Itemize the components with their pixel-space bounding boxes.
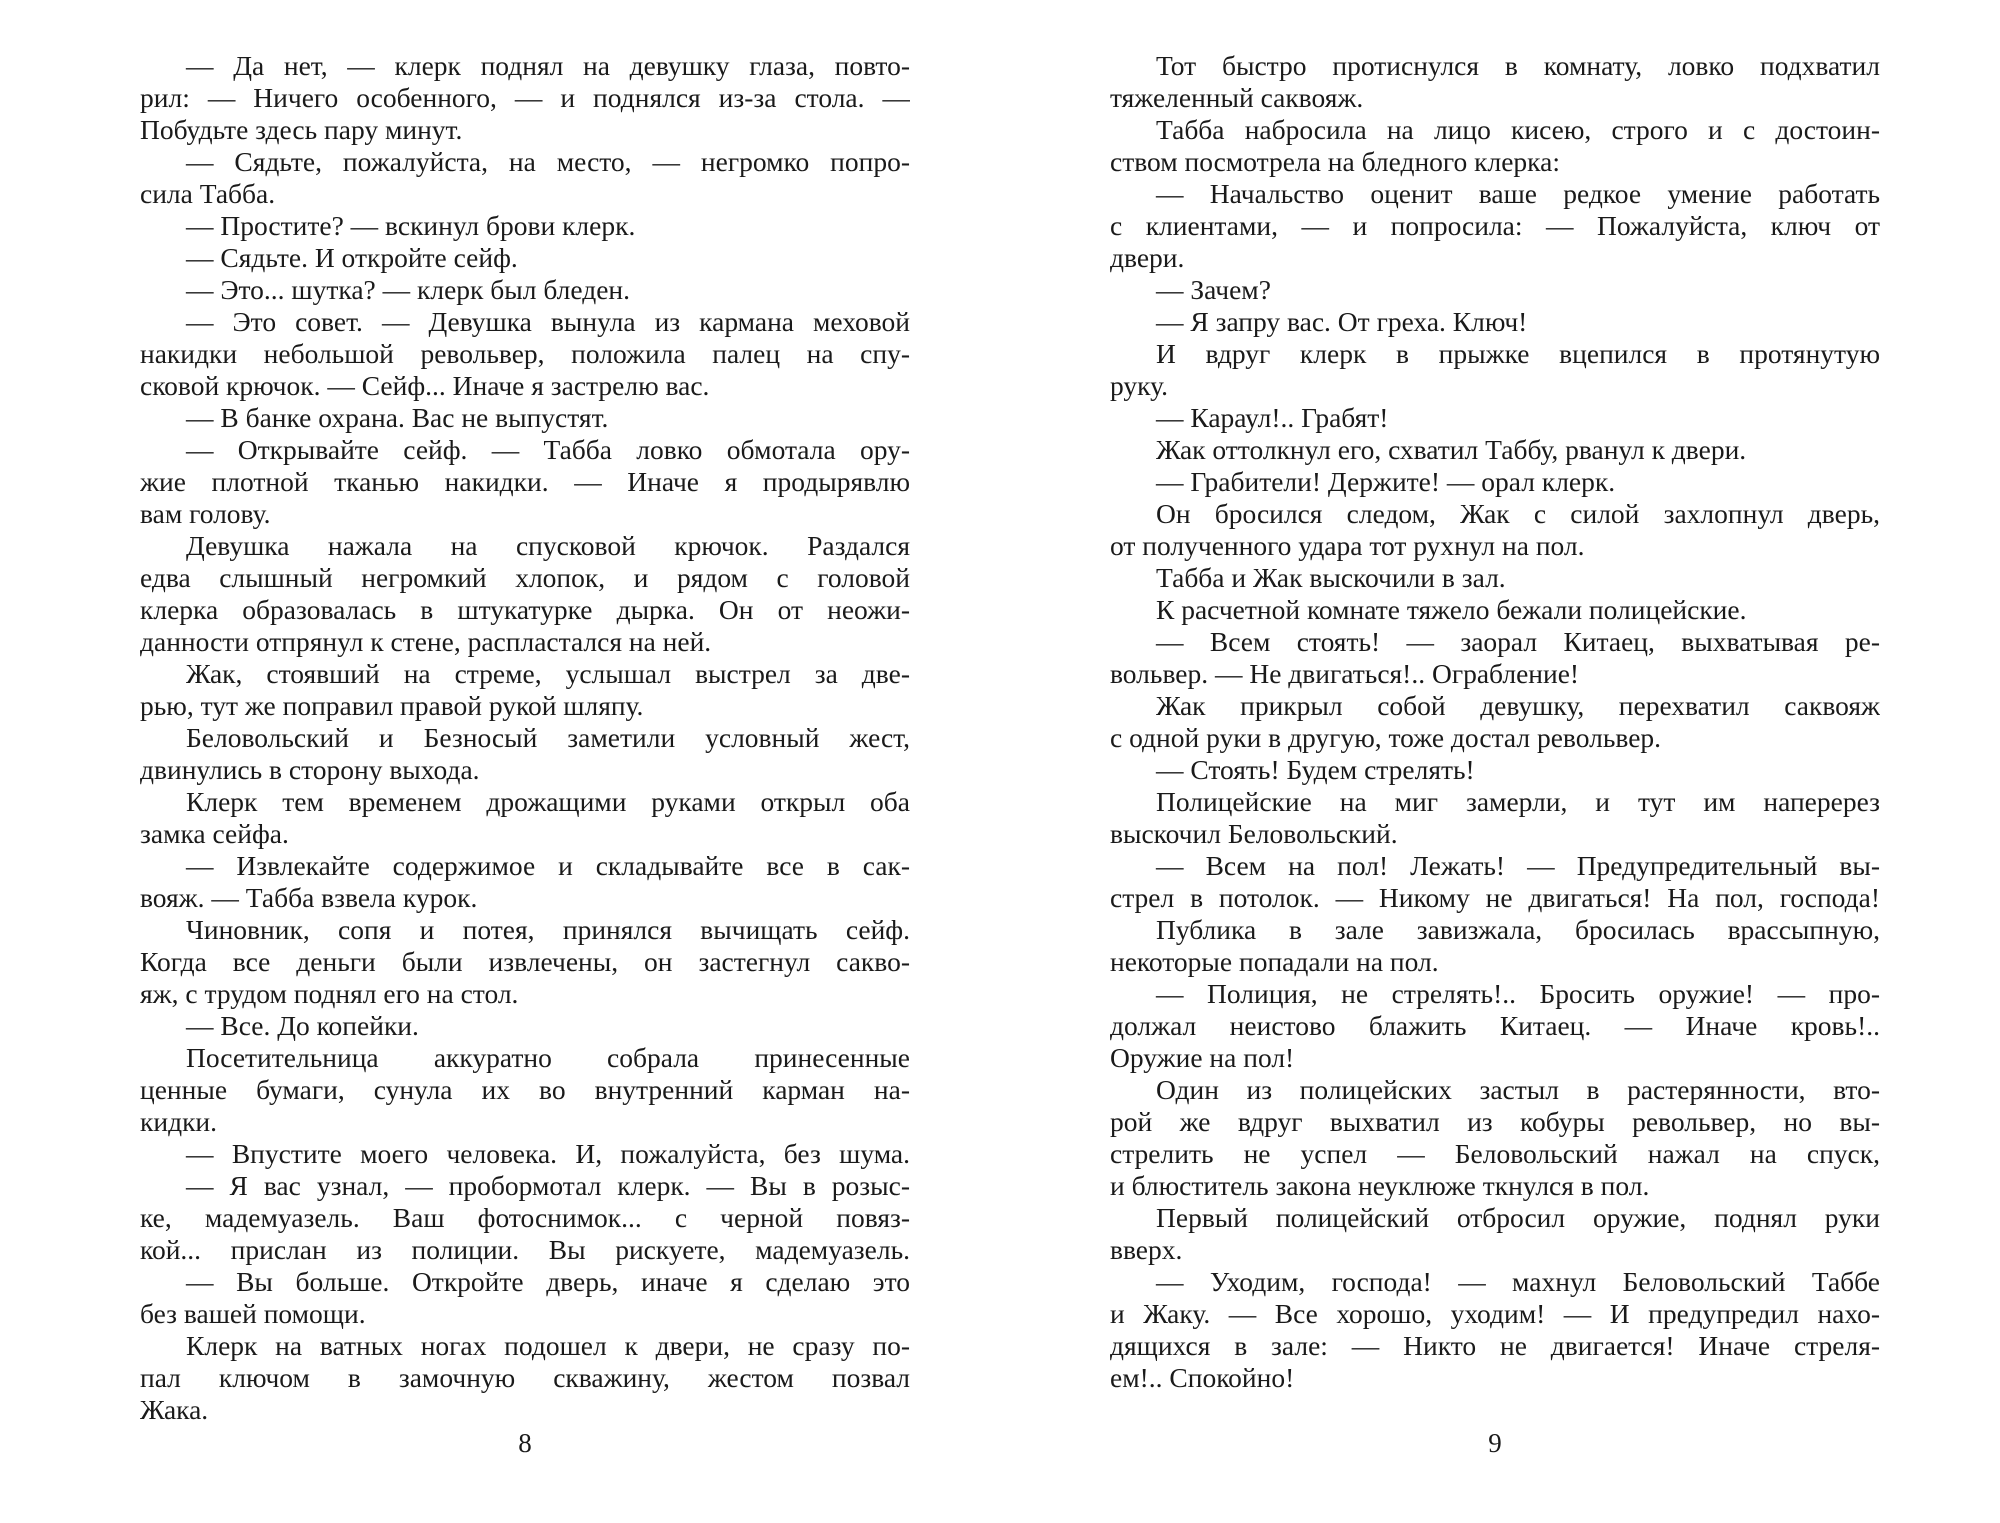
text-line: вольвер. — Не двигаться!.. Ограбление! — [1110, 658, 1580, 689]
text-line: сковой крючок. — Сейф... Иначе я застрелю вас. — [140, 370, 710, 401]
text-line: пал ключом в замочную скважину, жестом позвал — [140, 1362, 910, 1393]
text-line: кидки. — [140, 1106, 218, 1137]
text-line: — Открывайте сейф. — Табба ловко обмотала ору- — [186, 434, 910, 465]
text-line: вам голову. — [140, 498, 271, 529]
text-line: ке, мадемуазель. Ваш фотоснимок... с черной повяз- — [140, 1202, 910, 1233]
text-line: Клерк тем временем дрожащими руками открыл оба — [186, 786, 910, 817]
text-line: — Грабители! Держите! — орал клерк. — [1156, 466, 1616, 497]
text-line: руку. — [1110, 370, 1168, 401]
text-line: клерка образовалась в штукатурке дырка. Он от неожи- — [140, 594, 910, 625]
text-line: кой... прислан из полиции. Вы рискуете, мадемуазель. — [140, 1234, 910, 1265]
text-line: и Жаку. — Все хорошо, уходим! — И предупредил нахо- — [1110, 1298, 1880, 1329]
left-page — [140, 50, 910, 1458]
text-line: Оружие на пол! — [1110, 1042, 1295, 1073]
text-line: с клиентами, — и попросила: — Пожалуйста, ключ от — [1110, 210, 1880, 241]
text-line: Табба набросила на лицо кисею, строго и с достоин- — [1156, 114, 1880, 145]
text-line: — Вы больше. Откройте дверь, иначе я сделаю это — [186, 1266, 910, 1297]
text-line: — Простите? — вскинул брови клерк. — [186, 210, 636, 241]
text-line: — Да нет, — клерк поднял на девушку глаза, повто- — [186, 50, 910, 81]
text-line: Один из полицейских застыл в растерянности, вто- — [1156, 1074, 1880, 1105]
text-line: — Стоять! Будем стрелять! — [1156, 754, 1475, 785]
text-line: должал неистово блажить Китаец. — Иначе кровь!.. — [1110, 1010, 1880, 1041]
text-line: Посетительница аккуратно собрала принесенные — [186, 1042, 910, 1073]
text-line: Девушка нажала на спусковой крючок. Раздался — [186, 530, 910, 561]
text-line: вояж. — Табба взвела курок. — [140, 882, 478, 913]
text-line: рой же вдруг выхватил из кобуры револьвер, но вы- — [1110, 1106, 1880, 1137]
text-line: — Всем стоять! — заорал Китаец, выхватывая ре- — [1156, 626, 1880, 657]
text-line: замка сейфа. — [140, 818, 289, 849]
text-line: — Я запру вас. От греха. Ключ! — [1156, 306, 1528, 337]
text-line: накидки небольшой револьвер, положила палец на спу- — [140, 338, 910, 369]
text-line: Жака. — [140, 1394, 209, 1425]
text-line: ем!.. Спокойно! — [1110, 1362, 1295, 1393]
text-line: Первый полицейский отбросил оружие, поднял руки — [1156, 1202, 1880, 1233]
text-line: Жак прикрыл собой девушку, перехватил саквояж — [1156, 690, 1880, 721]
text-line: и блюститель закона неуклюже ткнулся в пол. — [1110, 1170, 1650, 1201]
text-line: тяжеленный саквояж. — [1110, 82, 1364, 113]
text-line: едва слышный негромкий хлопок, и рядом с головой — [140, 562, 910, 593]
text-line: стрел в потолок. — Никому не двигаться! На пол, господа! — [1110, 882, 1880, 913]
text-line: — Всем на пол! Лежать! — Предупредительный вы- — [1156, 850, 1880, 881]
text-line: — Полиция, не стрелять!.. Бросить оружие! — про- — [1156, 978, 1880, 1009]
text-line: — Начальство оценит ваше редкое умение работать — [1156, 178, 1880, 209]
text-line: выскочил Беловольский. — [1110, 818, 1398, 849]
text-line: — В банке охрана. Вас не выпустят. — [186, 402, 609, 433]
text-line: — Зачем? — [1156, 274, 1271, 305]
text-line: Жак оттолкнул его, схватил Таббу, рванул к двери. — [1156, 434, 1747, 465]
text-line: жие плотной тканью накидки. — Иначе я продырявлю — [140, 466, 910, 497]
text-line: — Сядьте. И откройте сейф. — [186, 242, 518, 273]
text-line: Жак, стоявший на стреме, услышал выстрел за две- — [186, 658, 910, 689]
left-page-text — [140, 50, 910, 1426]
text-line: — Я вас узнал, — пробормотал клерк. — Вы в розыс- — [186, 1170, 910, 1201]
text-line: — Впустите моего человека. И, пожалуйста, без шума. — [186, 1138, 910, 1169]
text-line: ством посмотрела на бледного клерка: — [1110, 146, 1560, 177]
text-line: К расчетной комнате тяжело бежали полицейские. — [1156, 594, 1747, 625]
text-line: — Это... шутка? — клерк был бледен. — [186, 274, 630, 305]
text-line: вверх. — [1110, 1234, 1183, 1265]
text-line: рил: — Ничего особенного, — и поднялся из-за стола. — — [140, 82, 910, 113]
text-line: — Извлекайте содержимое и складывайте все в сак- — [186, 850, 910, 881]
text-line: стрелить не успел — Беловольский нажал на спуск, — [1110, 1138, 1880, 1169]
text-line: Полицейские на миг замерли, и тут им наперерез — [1156, 786, 1880, 817]
text-line: — Это совет. — Девушка вынула из кармана меховой — [186, 306, 910, 337]
text-line: двинулись в сторону выхода. — [140, 754, 480, 785]
right-page-number: 9 — [1488, 1428, 1502, 1458]
text-line: Табба и Жак выскочили в зал. — [1156, 562, 1506, 593]
text-line: яж, с трудом поднял его на стол. — [140, 978, 519, 1009]
text-line: дящихся в зале: — Никто не двигается! Иначе стреля- — [1110, 1330, 1880, 1361]
text-line: И вдруг клерк в прыжке вцепился в протянутую — [1156, 338, 1880, 369]
text-line: Когда все деньги были извлечены, он застегнул сакво- — [140, 946, 910, 977]
text-line: без вашей помощи. — [140, 1298, 366, 1329]
text-line: — Караул!.. Грабят! — [1156, 402, 1389, 433]
text-line: Он бросился следом, Жак с силой захлопнул дверь, — [1156, 498, 1880, 529]
text-line: Клерк на ватных ногах подошел к двери, не сразу по- — [186, 1330, 910, 1361]
text-line: двери. — [1110, 242, 1185, 273]
right-page — [1110, 50, 1880, 1458]
text-line: данности отпрянул к стене, распластался на ней. — [140, 626, 712, 657]
text-line: некоторые попадали на пол. — [1110, 946, 1439, 977]
text-line: с одной руки в другую, тоже достал револьвер. — [1110, 722, 1662, 753]
left-page-number: 8 — [518, 1428, 532, 1458]
text-line: Публика в зале завизжала, бросилась врассыпную, — [1156, 914, 1880, 945]
text-line: Чиновник, сопя и потея, принялся вычищать сейф. — [186, 914, 910, 945]
text-line: Тот быстро протиснулся в комнату, ловко подхватил — [1156, 50, 1880, 81]
text-line: рью, тут же поправил правой рукой шляпу. — [140, 690, 644, 721]
text-line: — Все. До копейки. — [186, 1010, 419, 1041]
right-page-text — [1110, 50, 1880, 1394]
text-line: Побудьте здесь пару минут. — [140, 114, 463, 145]
text-line: Беловольский и Безносый заметили условный жест, — [186, 722, 910, 753]
text-line: — Уходим, господа! — махнул Беловольский Таббе — [1156, 1266, 1880, 1297]
text-line: ценные бумаги, сунула их во внутренний карман на- — [140, 1074, 910, 1105]
text-line: — Сядьте, пожалуйста, на место, — негромко попро- — [186, 146, 910, 177]
text-line: от полученного удара тот рухнул на пол. — [1110, 530, 1585, 561]
text-line: сила Табба. — [140, 178, 276, 209]
